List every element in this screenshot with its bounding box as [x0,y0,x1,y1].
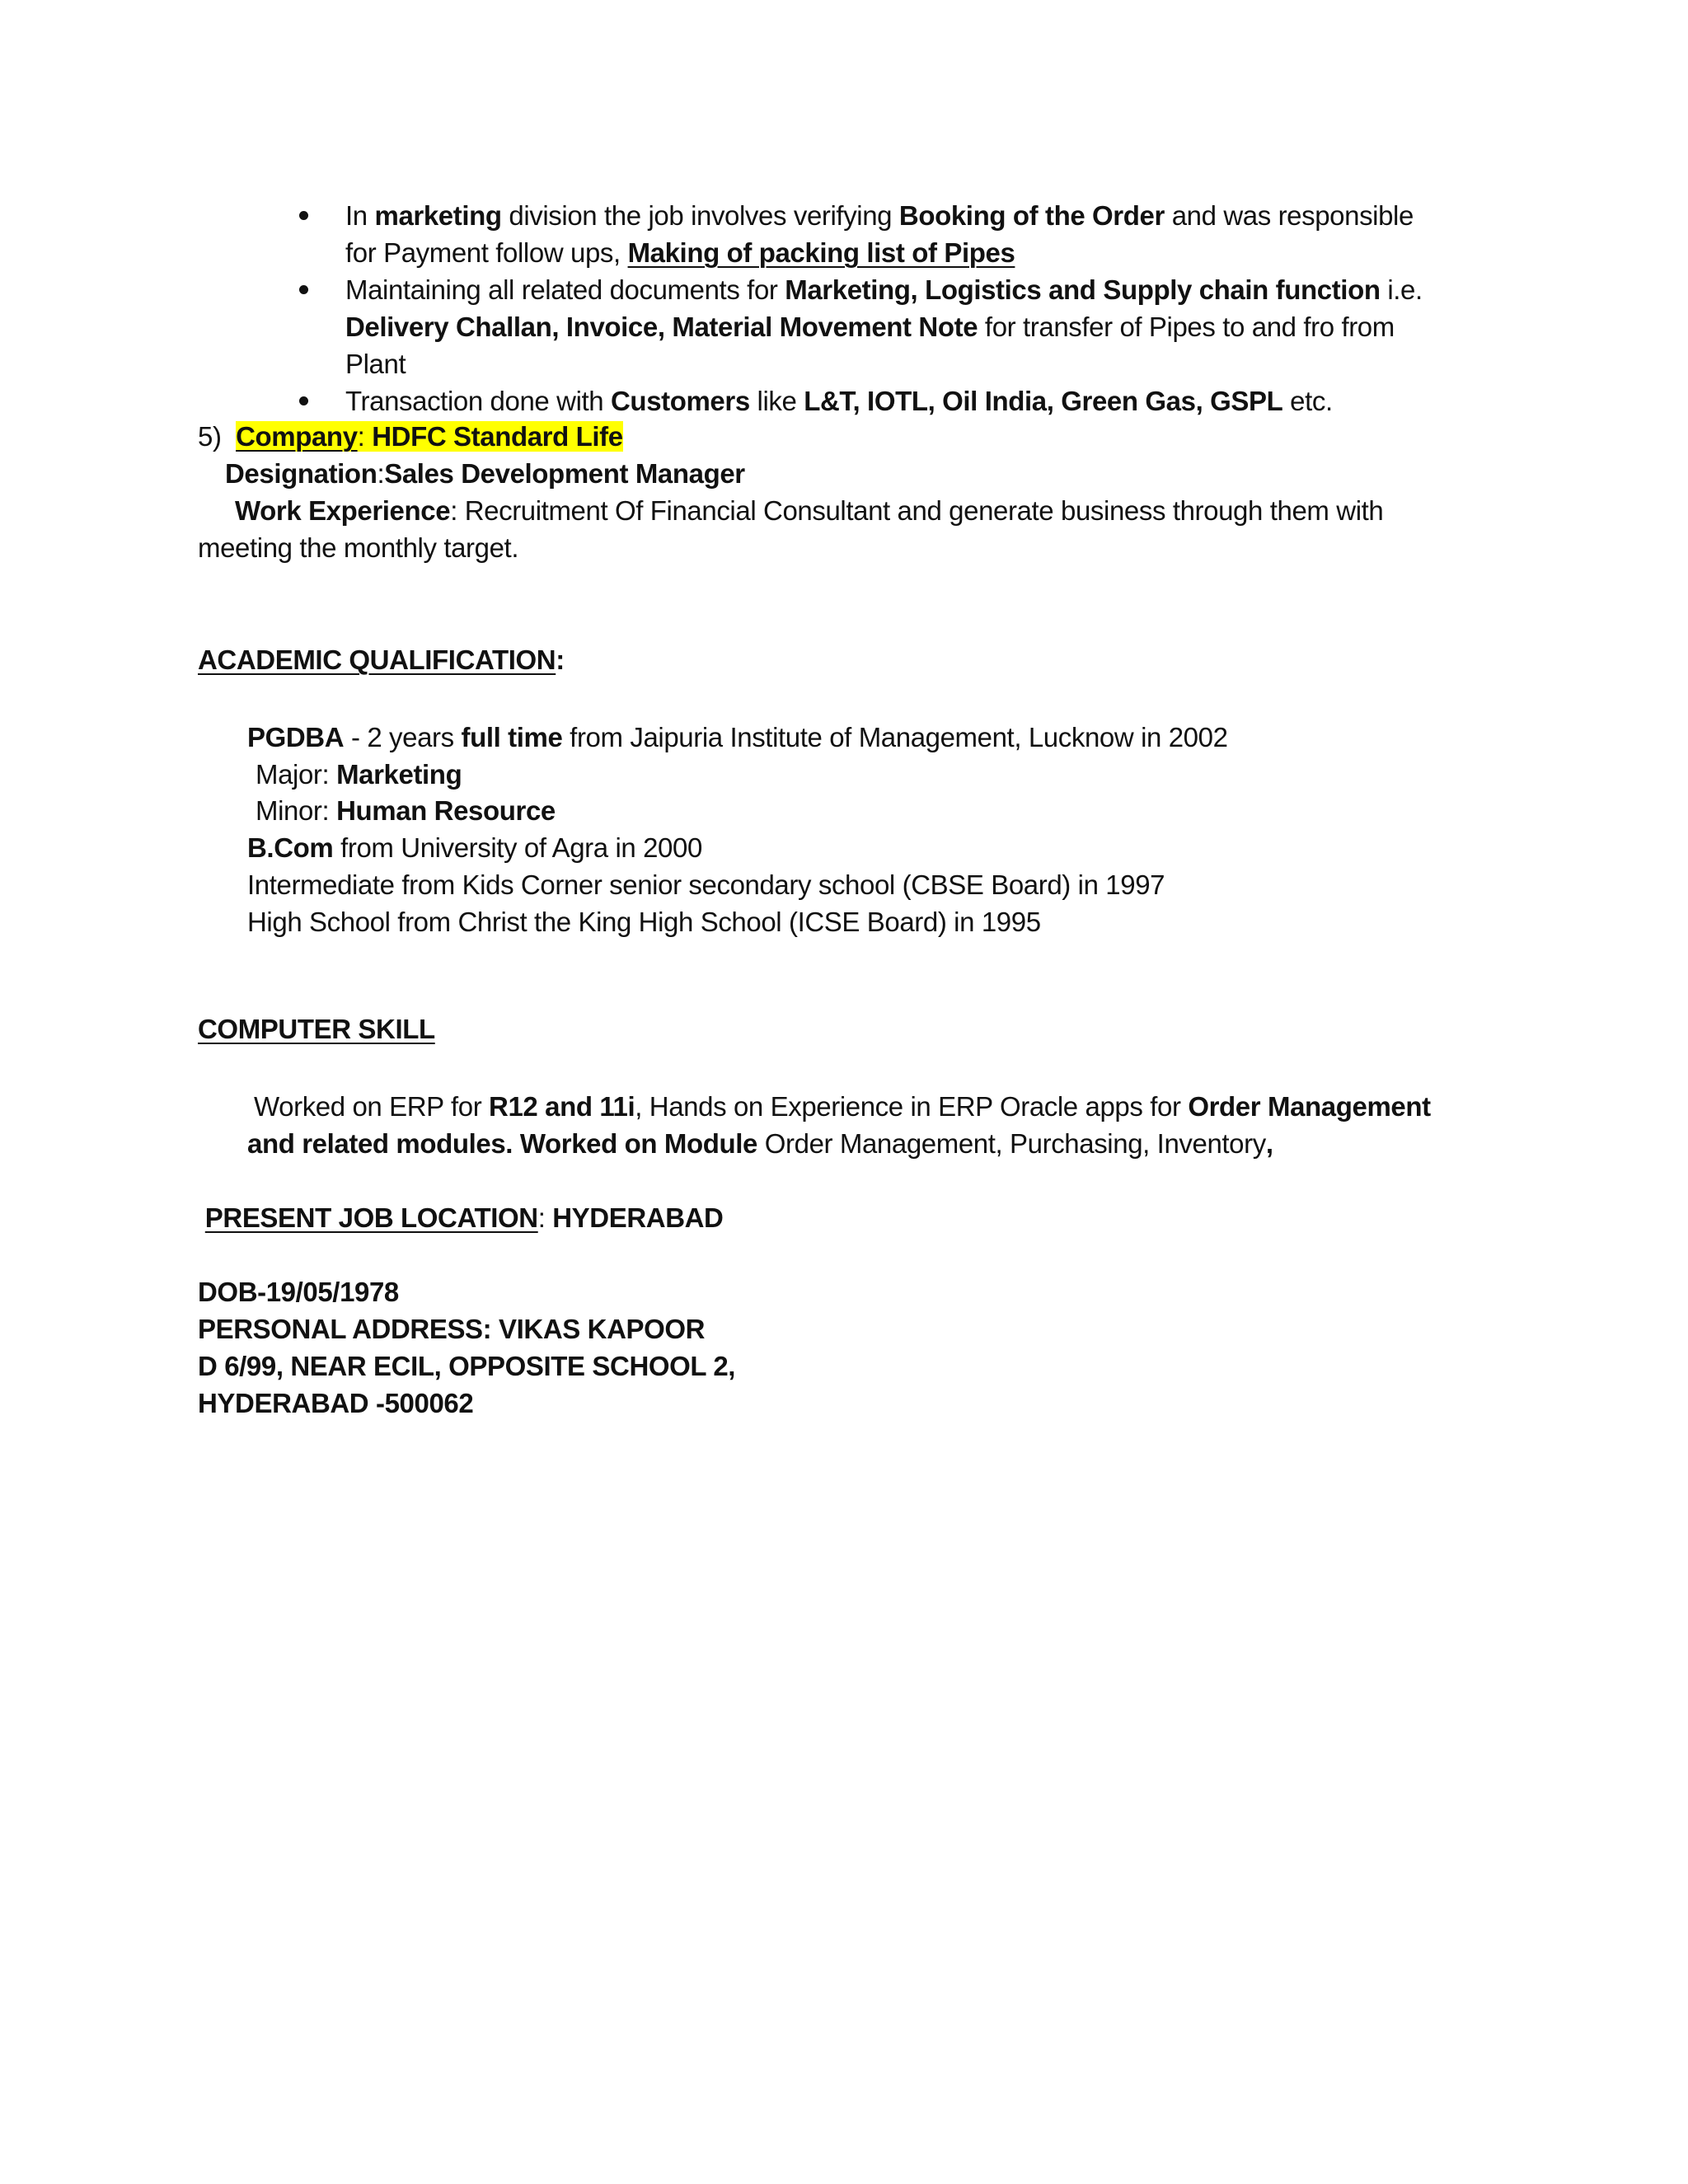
text: from Jaipuria Institute of Management, Lucknow in 2002 [562,722,1228,752]
work-experience-text: : Recruitment Of Financial Consultant and generate business through them with [450,495,1384,526]
academic-intermediate [247,867,1165,903]
bold-text: Delivery Challan, Invoice, Material Movement Note [345,312,978,342]
colon: : [377,458,385,489]
address-line-1 [198,1348,735,1385]
bullet-2-line-2 [345,309,1395,345]
computer-skill-line-2 [247,1126,1273,1162]
bold-text: , [1265,1128,1273,1159]
text: Maintaining all related documents for [345,274,785,305]
academic-highschool [247,904,1041,940]
bold-text: Customers [611,386,750,416]
academic-minor [256,793,556,829]
heading-text: ACADEMIC QUALIFICATION [198,644,556,675]
bold-text: marketing [374,200,502,231]
colon: : [357,421,365,452]
text: from University of Agra in 2000 [333,832,702,863]
bold-text: Marketing, Logistics and Supply chain function [785,274,1381,305]
bold-text: Human Resource [336,795,556,826]
computer-skill-line-1 [254,1089,1431,1125]
work-experience-label: Work Experience [235,495,451,526]
bold-text: Booking of the Order [898,200,1165,231]
text: - 2 years [344,722,462,752]
text: like [749,386,804,416]
dob-text: DOB-19/05/1978 [198,1277,399,1307]
bullet-dot [299,211,308,220]
bold-text: R12 and 11i [489,1091,635,1122]
bold-text: Order Management [1188,1091,1431,1122]
designation-value: Sales Development Manager [384,458,745,489]
text: Worked on ERP for [254,1091,490,1122]
bold-text: B.Com [247,832,334,863]
text: for transfer of Pipes to and fro from [978,312,1395,342]
bullet-dot [299,396,308,405]
text: and was responsible [1164,200,1414,231]
present-job-location [198,1200,724,1236]
text: In [345,200,375,231]
heading-text: PRESENT JOB LOCATION [204,1202,538,1233]
bullet-2-line-1 [345,272,1423,308]
text: division the job involves verifying [501,200,899,231]
academic-pgdba [247,719,1228,756]
company-label: Company [236,421,358,452]
bullet-1-line-2 [345,235,1015,271]
colon: : [537,1202,553,1233]
text: Major: [256,759,337,790]
bullet-3-line-1 [345,383,1333,419]
bold-text: PGDBA [247,722,345,752]
work-experience-line-1 [235,493,1383,529]
text: Plant [345,349,406,379]
text: High School from Christ the King High School (ICSE Board) in 1995 [247,907,1041,937]
text: Order Management, Purchasing, Inventory [757,1128,1266,1159]
academic-bcom [247,830,702,866]
bold-text: full time [461,722,563,752]
work-experience-text: meeting the monthly target. [198,532,519,563]
company-line [198,419,623,455]
text: Transaction done with [345,386,611,416]
academic-major [256,757,462,793]
text: Intermediate from Kids Corner senior secondary school (CBSE Board) in 1997 [247,869,1165,900]
address-text: D 6/99, NEAR ECIL, OPPOSITE SCHOOL 2, [198,1351,736,1381]
text: i.e. [1380,274,1423,305]
bullet-dot [299,285,308,294]
designation-label: Designation [225,458,377,489]
text: , Hands on Experience in ERP Oracle apps for [635,1091,1189,1122]
dob [198,1274,399,1310]
colon: : [556,644,565,675]
section-heading-computer-skill [198,1011,435,1047]
heading-text: COMPUTER SKILL [198,1014,435,1044]
bold-text: Marketing [336,759,462,790]
text: etc. [1282,386,1333,416]
bullet-2-line-3 [345,346,406,382]
bullet-1-line-1 [345,198,1414,234]
work-experience-line-2 [198,530,518,566]
text: for Payment follow ups, [345,237,628,268]
bold-text: and related modules. Worked on Module [247,1128,757,1159]
address-label-text: PERSONAL ADDRESS: VIKAS KAPOOR [198,1314,706,1344]
designation-line [225,456,745,492]
section-heading-academic [198,642,565,678]
personal-address-label [198,1311,705,1347]
address-text: HYDERABAD -500062 [198,1388,474,1418]
bold-underlined-text: Making of packing list of Pipes [627,237,1015,268]
location-value: HYDERABAD [552,1202,724,1233]
text: Minor: [256,795,337,826]
address-line-2 [198,1385,473,1422]
company-name: HDFC Standard Life [372,421,623,452]
company-number: 5) [198,421,222,452]
bold-text: L&T, IOTL, Oil India, Green Gas, GSPL [804,386,1283,416]
